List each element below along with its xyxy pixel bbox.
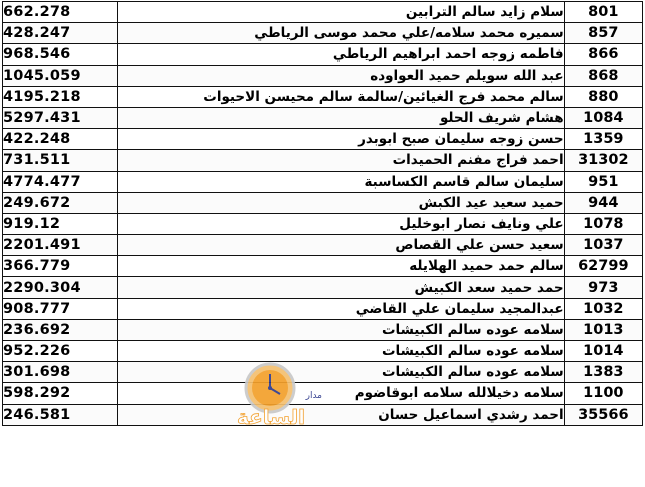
- name-cell: سالم حمد حميد الهلايله: [117, 256, 564, 277]
- name-cell: سلامه عوده سالم الكبيشات: [117, 362, 564, 383]
- table-row: [3, 65, 643, 86]
- amount-cell: 952.226: [3, 341, 118, 362]
- code-cell: 1032: [564, 298, 642, 319]
- name-cell: حميد سعيد عيد الكبش: [117, 192, 564, 213]
- amount-cell: 249.672: [3, 192, 118, 213]
- table-row: [3, 298, 643, 319]
- amount-cell: 246.581: [3, 404, 118, 425]
- code-cell: 31302: [564, 150, 642, 171]
- amount-cell: 428.247: [3, 23, 118, 44]
- amount-cell: 731.511: [3, 150, 118, 171]
- amount-cell: 236.692: [3, 319, 118, 340]
- amount-cell: 2201.491: [3, 235, 118, 256]
- amount-cell: 4195.218: [3, 86, 118, 107]
- name-cell: سالم محمد فرج الغيائين/سالمة سالم محيسن الاحيوات: [117, 86, 564, 107]
- amount-cell: 908.777: [3, 298, 118, 319]
- code-cell: 1078: [564, 213, 642, 234]
- table-row: [3, 213, 643, 234]
- table-row: [3, 44, 643, 65]
- code-cell: 1100: [564, 383, 642, 404]
- amount-cell: 2290.304: [3, 277, 118, 298]
- amount-cell: 968.546: [3, 44, 118, 65]
- code-cell: 944: [564, 192, 642, 213]
- code-cell: 857: [564, 23, 642, 44]
- name-cell: احمد رشدي اسماعيل حسان: [117, 404, 564, 425]
- code-cell: 951: [564, 171, 642, 192]
- amount-cell: 422.248: [3, 129, 118, 150]
- amount-cell: 301.698: [3, 362, 118, 383]
- name-cell: علي ونايف نصار ابوخليل: [117, 213, 564, 234]
- code-cell: 880: [564, 86, 642, 107]
- name-cell: حسن زوجه سليمان صبح ابوبدر: [117, 129, 564, 150]
- name-cell: فاطمه زوجه احمد ابراهيم الرياطي: [117, 44, 564, 65]
- watermark-brand: الساعة: [236, 405, 306, 429]
- name-cell: هشام شريف الحلو: [117, 107, 564, 128]
- amount-cell: 5297.431: [3, 107, 118, 128]
- name-cell: احمد فراج مفنم الحميدات: [117, 150, 564, 171]
- code-cell: 35566: [564, 404, 642, 425]
- code-cell: 868: [564, 65, 642, 86]
- watermark-tagline: مدار: [305, 391, 322, 401]
- code-cell: 1084: [564, 107, 642, 128]
- table-row: [3, 129, 643, 150]
- code-cell: 801: [564, 2, 642, 23]
- table-row: [3, 277, 643, 298]
- name-cell: سعيد حسن علي القصاص: [117, 235, 564, 256]
- table-row: [3, 319, 643, 340]
- code-cell: 1037: [564, 235, 642, 256]
- code-cell: 1013: [564, 319, 642, 340]
- code-cell: 866: [564, 44, 642, 65]
- name-cell: سلام زايد سالم الترابين: [117, 2, 564, 23]
- amount-cell: 4774.477: [3, 171, 118, 192]
- watermark-logo: [212, 358, 330, 430]
- table-row: [3, 86, 643, 107]
- name-cell: سليمان سالم قاسم الكساسبة: [117, 171, 564, 192]
- table-row: [3, 150, 643, 171]
- table-row: [3, 23, 643, 44]
- code-cell: 1014: [564, 341, 642, 362]
- name-cell: سلامه دخيلالله سلامه ابوقاضوم: [117, 383, 564, 404]
- name-cell: حمد حميد سعد الكبيش: [117, 277, 564, 298]
- code-cell: 1383: [564, 362, 642, 383]
- name-cell: عبد الله سويلم حميد العواوده: [117, 65, 564, 86]
- name-cell: سلامه عوده سالم الكبيشات: [117, 319, 564, 340]
- table-row: [3, 2, 643, 23]
- amount-cell: 366.779: [3, 256, 118, 277]
- amount-cell: 919.12: [3, 213, 118, 234]
- table-row: [3, 107, 643, 128]
- code-cell: 1359: [564, 129, 642, 150]
- name-cell: عبدالمجيد سليمان علي القاضي: [117, 298, 564, 319]
- amount-cell: 598.292: [3, 383, 118, 404]
- name-cell: سلامه عوده سالم الكبيشات: [117, 341, 564, 362]
- amount-cell: 1045.059: [3, 65, 118, 86]
- table-row: [3, 256, 643, 277]
- name-cell: سميره محمد سلامه/علي محمد موسى الرياطي: [117, 23, 564, 44]
- table-row: [3, 171, 643, 192]
- amount-cell: 662.278: [3, 2, 118, 23]
- table-row: [3, 192, 643, 213]
- code-cell: 973: [564, 277, 642, 298]
- table-row: [3, 235, 643, 256]
- code-cell: 62799: [564, 256, 642, 277]
